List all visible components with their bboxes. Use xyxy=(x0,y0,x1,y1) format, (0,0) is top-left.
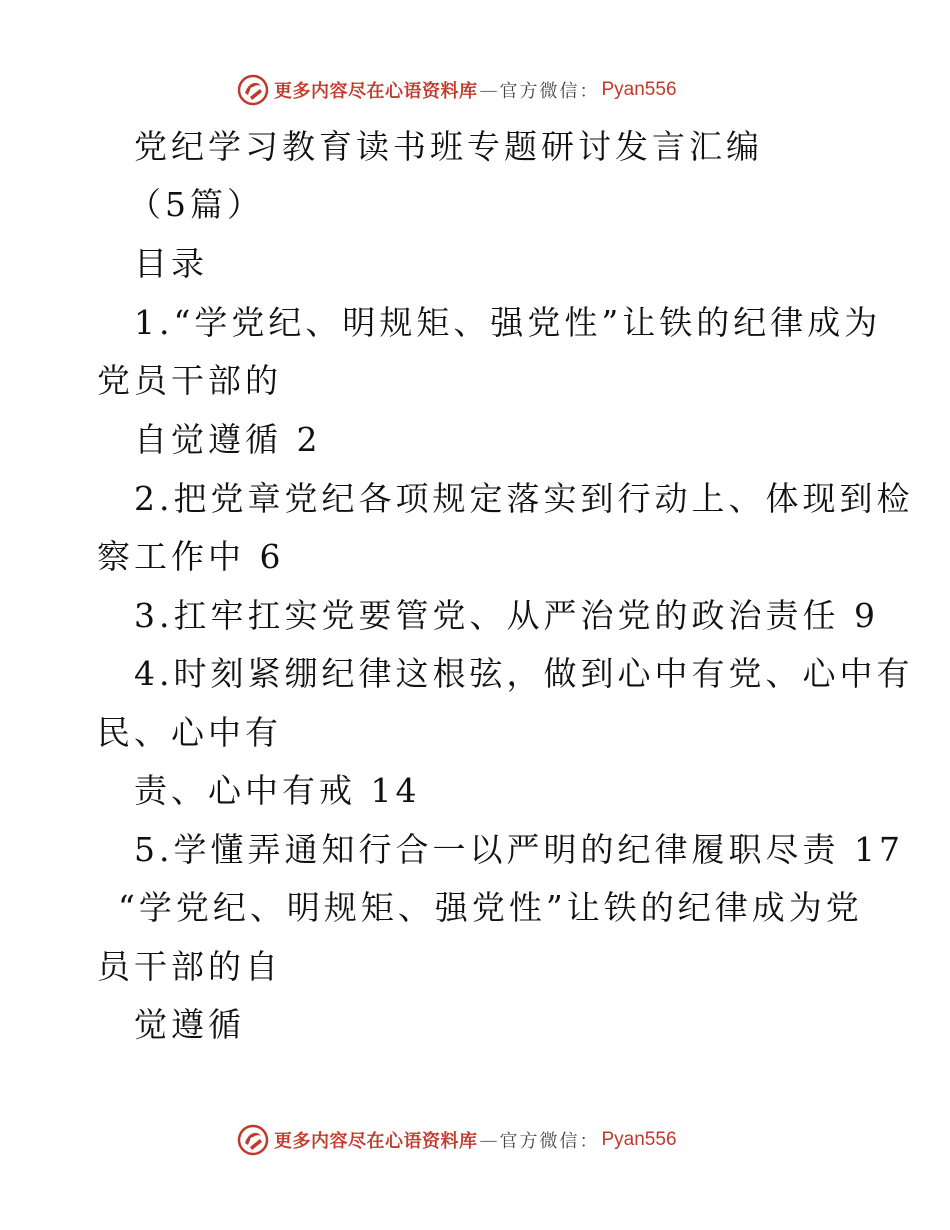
footer-wechat-id: Pyan556 xyxy=(601,1129,677,1150)
toc-item-1-line-1: 1.“学党纪、明规矩、强党性”让铁的纪律成为 xyxy=(134,303,882,342)
header-promo-text: 更多内容尽在心语资料库 xyxy=(274,81,478,102)
toc-item-1-line-3: 自觉遵循 2 xyxy=(134,420,322,459)
logo-icon xyxy=(236,1123,270,1157)
footer-official-label: 官方微信： xyxy=(499,1131,600,1152)
toc-item-2-line-2: 察工作中 6 xyxy=(97,537,285,576)
toc-item-5-line-1: 5.学懂弄通知行合一以严明的纪律履职尽责 17 xyxy=(134,830,904,869)
toc-item-4-line-1: 4.时刻紧绷纪律这根弦，做到心中有党、心中有 xyxy=(134,654,914,693)
header-dash: — xyxy=(479,79,498,101)
header-official-label: 官方微信： xyxy=(499,81,600,102)
toc-item-3-line-1: 3.扛牢扛实党要管党、从严治党的政治责任 9 xyxy=(134,596,879,635)
section-heading-line-2: 员干部的自 xyxy=(97,947,282,986)
toc-item-1-line-2: 党员干部的 xyxy=(97,361,282,400)
document-title: 党纪学习教育读书班专题研讨发言汇编 xyxy=(134,127,763,166)
footer-promo-text: 更多内容尽在心语资料库 xyxy=(274,1131,478,1152)
toc-item-4-line-3: 责、心中有戒 14 xyxy=(134,771,421,810)
logo-icon xyxy=(236,73,270,107)
header-wechat-id: Pyan556 xyxy=(601,79,677,100)
section-heading-line-1: “学党纪、明规矩、强党性”让铁的纪律成为党 xyxy=(118,888,863,927)
footer-dash: — xyxy=(479,1129,498,1151)
header-banner xyxy=(236,72,677,108)
toc-item-4-line-2: 民、心中有 xyxy=(97,713,282,752)
footer-banner xyxy=(236,1122,677,1158)
document-subtitle: （5篇） xyxy=(128,185,264,224)
section-heading-line-3: 觉遵循 xyxy=(134,1005,245,1044)
toc-item-2-line-1: 2.把党章党纪各项规定落实到行动上、体现到检 xyxy=(134,479,914,518)
toc-heading: 目录 xyxy=(134,244,208,283)
